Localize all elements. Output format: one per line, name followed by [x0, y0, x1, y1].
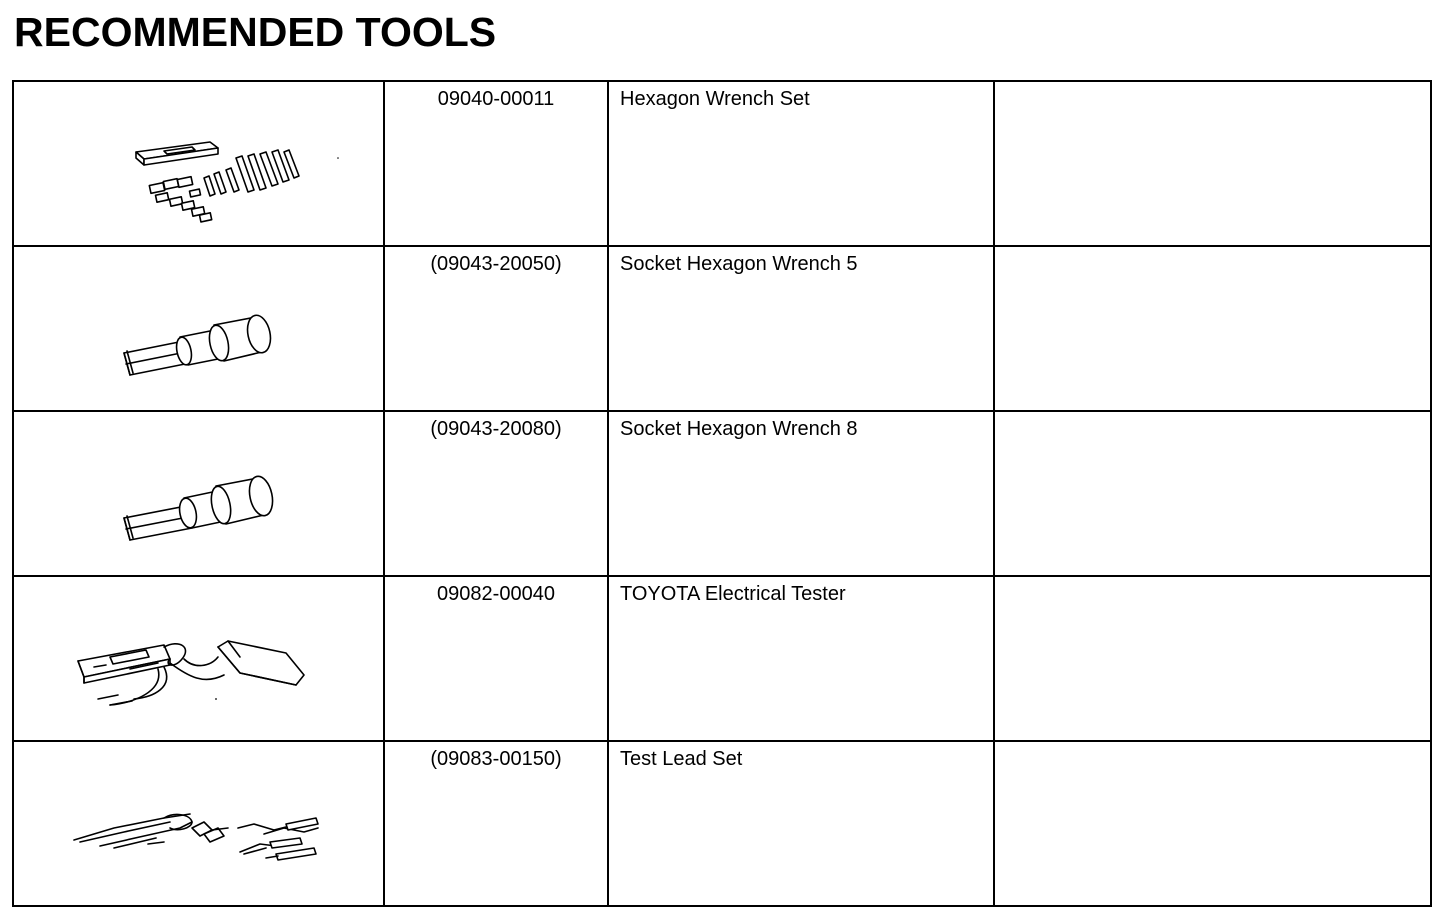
illustration-cell: [13, 81, 384, 246]
note-cell: [994, 411, 1431, 576]
table-row: [13, 81, 1431, 246]
part-number: (09043-20080): [384, 411, 608, 576]
note-cell: [994, 246, 1431, 411]
note-cell: [994, 81, 1431, 246]
table-row: [13, 576, 1431, 741]
recommended-tools-table: [12, 80, 1432, 907]
part-number: (09083-00150): [384, 741, 608, 906]
hexagon-wrench-set-icon: [14, 82, 381, 239]
tool-name: Socket Hexagon Wrench 5: [608, 246, 994, 411]
part-number: (09043-20050): [384, 246, 608, 411]
table-row: [13, 246, 1431, 411]
tool-name: TOYOTA Electrical Tester: [608, 576, 994, 741]
table-row: [13, 411, 1431, 576]
illustration-cell: [13, 576, 384, 741]
tool-name: Socket Hexagon Wrench 8: [608, 411, 994, 576]
test-lead-set-icon: [14, 742, 381, 899]
socket-hexagon-wrench-icon: [14, 247, 381, 404]
illustration-cell: [13, 741, 384, 906]
illustration-cell: [13, 411, 384, 576]
socket-hexagon-wrench-icon: [14, 412, 381, 569]
illustration-cell: [13, 246, 384, 411]
tool-name: Test Lead Set: [608, 741, 994, 906]
table-row: [13, 741, 1431, 906]
part-number: 09040-00011: [384, 81, 608, 246]
electrical-tester-icon: [14, 577, 381, 734]
page-title: RECOMMENDED TOOLS: [14, 9, 497, 55]
note-cell: [994, 741, 1431, 906]
note-cell: [994, 576, 1431, 741]
part-number: 09082-00040: [384, 576, 608, 741]
tool-name: Hexagon Wrench Set: [608, 81, 994, 246]
